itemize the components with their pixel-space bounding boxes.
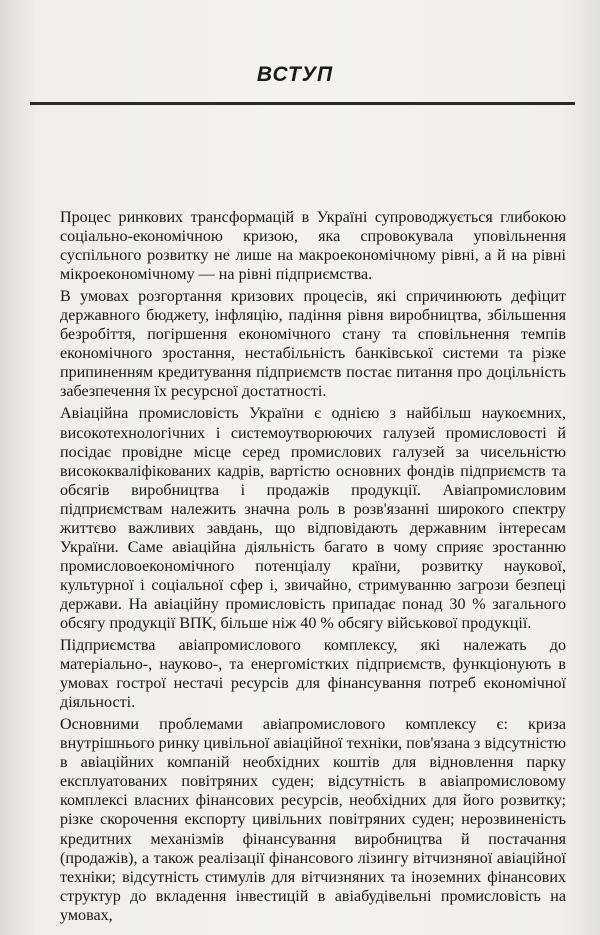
chapter-heading: ВСТУП: [256, 63, 334, 86]
paragraph-5: Основними проблемами авіапромислового комплексу є: криза внутрішнього ринку цивільної авіаційної техніки, пов'язана з відсутністю в авіаційних компаній необхідних коштів для відновлення парку експлуатованих повітряних суден; відсутність в авіапромисловому комплексі власних фінансових ресурсів, необхідних для його розвитку; різке скорочення експорту цивільних повітряних суден; нерозвиненість кредитних механізмів фінансування виробництва й постачання (продажів), а також реалізації фінансового лізингу вітчизняної авіаційної техніки; відсутність стимулів для вітчизняних та іноземних фінансових структур до вкладення інвестицій в авіабудівельні промисловість на умовах,: [60, 716, 566, 924]
paragraph-1: Процес ринкових трансформацій в Україні супроводжується глибокою соціально-економічною кризою, яка спровокувала уповільнення суспільного розвитку не лише на макроекономічному рівні, а й на рівні мікроекономічному — на рівні підприємства.: [60, 209, 566, 284]
heading-rule: [30, 102, 575, 105]
heading-area: [255, 55, 335, 95]
paragraph-2: В умовах розгортання кризових процесів, які спричинюють дефіцит державного бюджету, інфляцію, падіння рівня виробництва, збільшення безробіття, погіршення економічного стану та сповільнення темпів економічного зростання, нестабільність банківської системи та різке припиненням кредитування підприємств постає питання про доцільність забезпечення їх ресурсної достатності.: [60, 288, 566, 401]
paragraph-3: Авіаційна промисловість України є однією з найбільш наукоємних, високотехнологічних і системоутворюючих галузей промисловості й посідає провідне місце серед промислових галузей за чисельністю висококваліфікованих кадрів, вартістю основних фондів підприємств та обсягів виробництва і продажів продукції. Авіапромисловим підприємствам належить значна роль в розв'язанні широкого спектру життєво важливих завдань, що відповідають державним інтересам України. Саме авіаційна діяльність багато в чому сприяє зростанню промисловоекономічного потенціалу країни, розвитку наукової, культурної і соціальної сфер і, звичайно, стримуванню загрози безпеці держави. На авіаційну промисловість припадає понад 30 % загального обсягу продукції ВПК, більше ніж 40 % обсягу військової продукції.: [60, 405, 566, 632]
body-text: [60, 208, 566, 928]
paragraph-4: Підприємства авіапромислового комплексу, які належать до матеріально-, науково-, та енергомістких підприємств, функціонують в умовах гострої нестачі ресурсів для фінансування потреб економічної діяльності.: [60, 637, 566, 712]
